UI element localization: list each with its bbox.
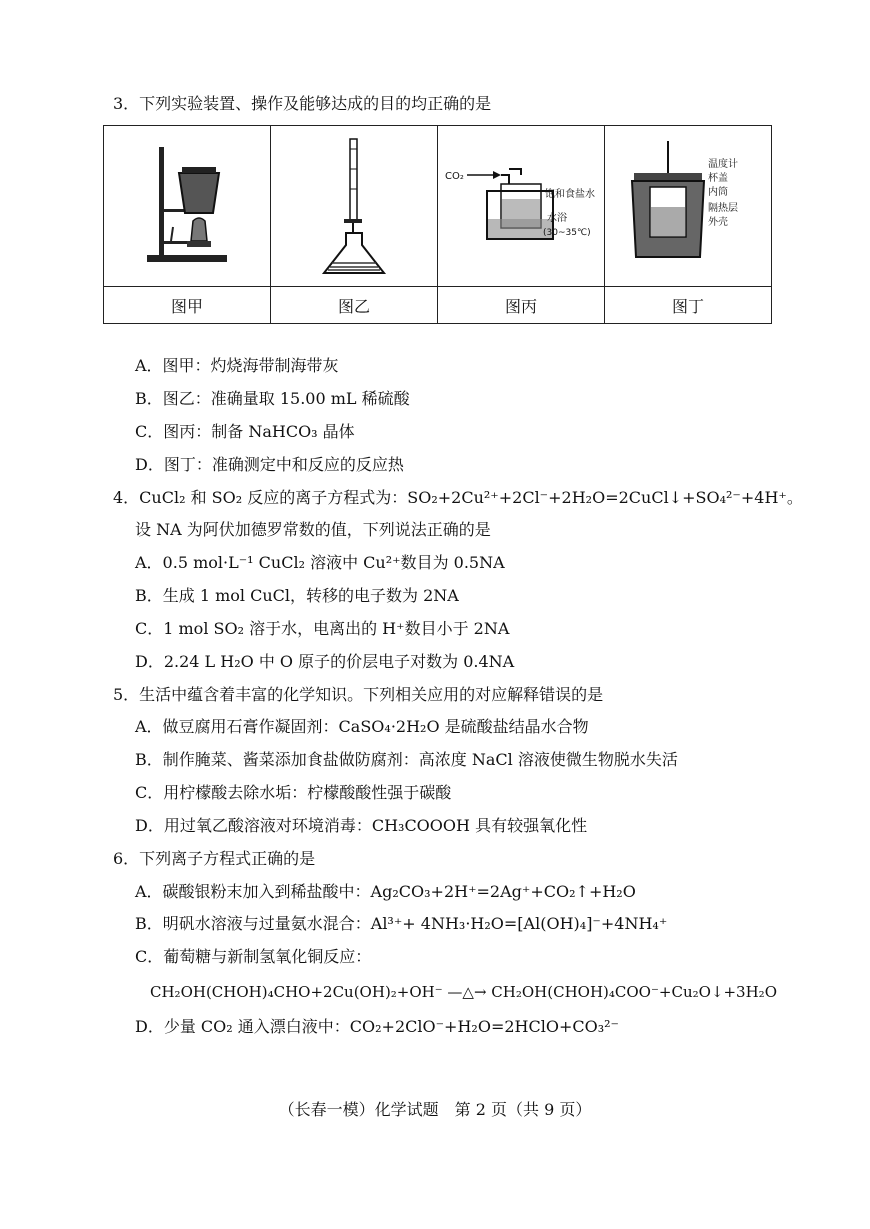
bath-label: 水浴 <box>546 213 567 224</box>
q3-option-b: B．图乙：准确量取 15.00 mL 稀硫酸 <box>135 389 410 408</box>
fig-jia-cell <box>104 126 271 287</box>
fig-bing-cell <box>438 126 605 287</box>
co2-bubbling-apparatus-icon <box>439 129 604 279</box>
q3-option-a: A．图甲：灼烧海带制海带灰 <box>135 356 339 375</box>
thermometer-label: 温度计 <box>707 159 738 170</box>
q6-option-d: D．少量 CO₂ 通入漂白液中：CO₂+2ClO⁻+H₂O=2HClO+CO₃²⁻ <box>135 1017 620 1036</box>
brine-label: 饱和食盐水 <box>544 189 595 200</box>
shell-label: 外壳 <box>707 217 728 228</box>
q5-option-a: A．做豆腐用石膏作凝固剂：CaSO₄·2H₂O 是硫酸盐结晶水合物 <box>135 717 589 736</box>
bath-temp-label: (30~35℃) <box>542 228 591 238</box>
lid-label: 杯盖 <box>707 173 728 184</box>
burette-flask-icon <box>294 129 414 279</box>
fig-yi-cell <box>271 126 438 287</box>
page-footer: （长春一模）化学试题 第 2 页（共 9 页） <box>278 1100 592 1119</box>
q6-option-c-equation: CH₂OH(CHOH)₄CHO+2Cu(OH)₂+OH⁻ —△→ CH₂OH(CHOH)₄COO⁻+Cu₂O↓+3H₂O <box>150 983 777 1001</box>
fig-yi-caption: 图乙 <box>271 287 438 324</box>
q4-stem-line2: 设 NA 为阿伏加德罗常数的值，下列说法正确的是 <box>135 520 491 539</box>
q5-option-b: B．制作腌菜、酱菜添加食盐做防腐剂：高浓度 NaCl 溶液使微生物脱水失活 <box>135 750 678 769</box>
insulation-label: 隔热层 <box>707 203 738 214</box>
q4-option-b: B．生成 1 mol CuCl，转移的电子数为 2NA <box>135 586 459 605</box>
fig-bing-caption: 图丙 <box>438 287 605 324</box>
q6-option-b: B．明矾水溶液与过量氨水混合：Al³⁺+ 4NH₃·H₂O=[Al(OH)₄]⁻+4NH₄⁺ <box>135 914 668 933</box>
q5-option-c: C．用柠檬酸去除水垢：柠檬酸酸性强于碳酸 <box>135 783 452 802</box>
q3-figure-table <box>103 125 772 324</box>
crucible-stand-icon <box>127 129 247 279</box>
calorimeter-icon <box>606 129 771 279</box>
co2-label: CO₂ <box>444 171 464 182</box>
q4-option-c: C．1 mol SO₂ 溶于水，电离出的 H⁺数目小于 2NA <box>135 619 510 638</box>
q3-option-c: C．图丙：制备 NaHCO₃ 晶体 <box>135 422 355 441</box>
inner-cup-label: 内筒 <box>707 187 728 198</box>
q6-option-c: C．葡萄糖与新制氢氧化铜反应： <box>135 947 372 966</box>
q6-option-a: A．碳酸银粉末加入到稀盐酸中：Ag₂CO₃+2H⁺=2Ag⁺+CO₂↑+H₂O <box>135 882 636 901</box>
fig-ding-cell <box>605 126 772 287</box>
fig-jia-caption: 图甲 <box>104 287 271 324</box>
q5-option-d: D．用过氧乙酸溶液对环境消毒：CH₃COOOH 具有较强氧化性 <box>135 816 588 835</box>
q5-stem: 5．生活中蕴含着丰富的化学知识。下列相关应用的对应解释错误的是 <box>113 685 604 704</box>
q3-option-d: D．图丁：准确测定中和反应的反应热 <box>135 455 404 474</box>
q6-stem: 6．下列离子方程式正确的是 <box>113 849 316 868</box>
fig-ding-caption: 图丁 <box>605 287 772 324</box>
q4-stem-line1: 4．CuCl₂ 和 SO₂ 反应的离子方程式为：SO₂+2Cu²⁺+2Cl⁻+2H₂O=2CuCl↓+SO₄²⁻+4H⁺。 <box>113 488 803 507</box>
q4-option-d: D．2.24 L H₂O 中 O 原子的价层电子对数为 0.4NA <box>135 652 515 671</box>
q4-option-a: A．0.5 mol·L⁻¹ CuCl₂ 溶液中 Cu²⁺数目为 0.5NA <box>135 553 505 572</box>
q3-stem: 3．下列实验装置、操作及能够达成的目的均正确的是 <box>113 94 492 113</box>
